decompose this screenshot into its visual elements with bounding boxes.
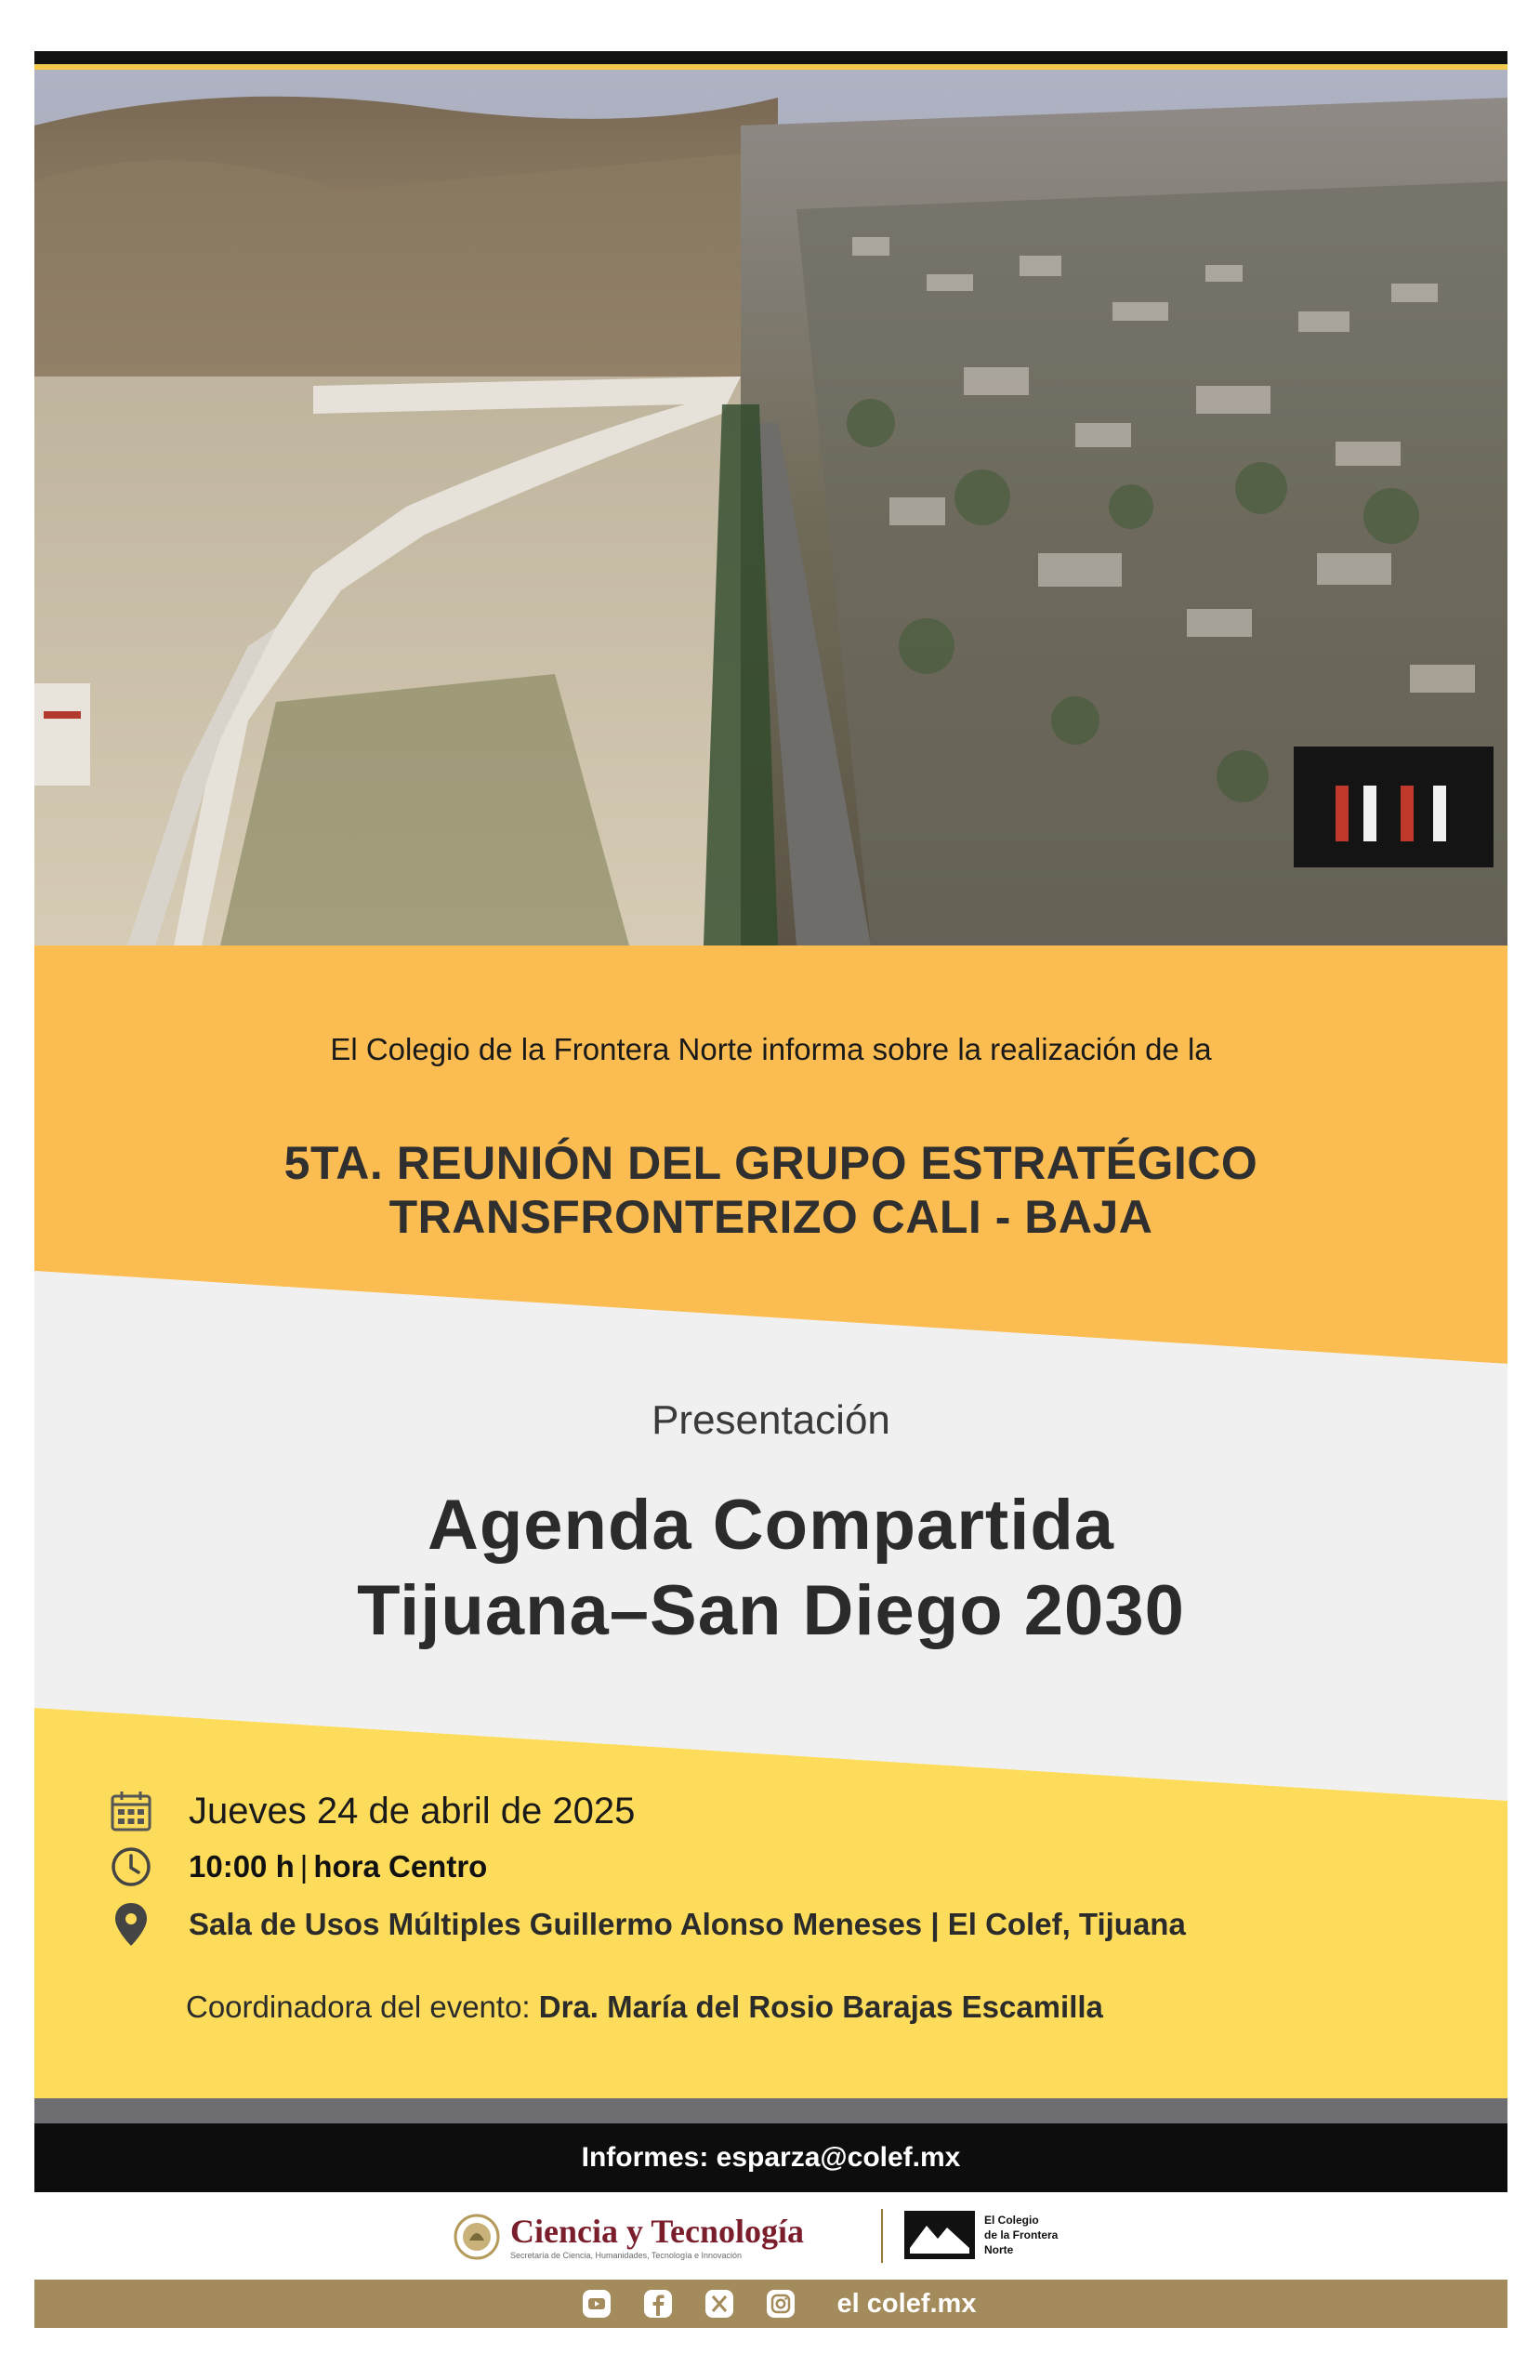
mexico-seal-icon: [453, 2213, 501, 2261]
facebook-icon[interactable]: [642, 2288, 674, 2320]
meeting-line-1: 5TA. REUNIÓN DEL GRUPO ESTRATÉGICO: [283, 1137, 1258, 1189]
calendar-icon: [107, 1787, 155, 1835]
place-row: [107, 1900, 1186, 1949]
x-icon[interactable]: [704, 2288, 735, 2320]
colef-mark-icon: [904, 2211, 975, 2259]
cyt-subtitle: Secretaría de Ciencia, Humanidades, Tecnología e Innovación: [510, 2251, 742, 2260]
social-icons: [566, 2288, 811, 2320]
title-line-2: Tijuana–San Diego 2030: [357, 1571, 1185, 1650]
time-separator: |: [299, 1849, 309, 1884]
youtube-icon[interactable]: [581, 2288, 612, 2320]
border-city-photo: [34, 70, 1507, 945]
colef-name-line-1: El Colegio: [984, 2214, 1039, 2227]
logo-divider: [881, 2209, 883, 2263]
coordinator-label: Coordinadora del evento:: [186, 1990, 531, 2024]
instagram-icon[interactable]: [765, 2288, 796, 2320]
clock-icon: [107, 1843, 155, 1891]
event-date: Jueves 24 de abril de 2025: [189, 1790, 636, 1831]
time-row: [107, 1843, 487, 1891]
meeting-line-2: TRANSFRONTERIZO CALI - BAJA: [388, 1191, 1153, 1243]
time-value: 10:00 h: [189, 1849, 295, 1884]
colef-logo: [904, 2211, 1058, 2259]
website-link[interactable]: el colef.mx: [836, 2288, 977, 2319]
colef-name-line-3: Norte: [984, 2243, 1014, 2256]
event-place: Sala de Usos Múltiples Guillermo Alonso Meneses | El Colef, Tijuana: [189, 1907, 1186, 1941]
contact-bar[interactable]: Informes: esparza@colef.mx: [34, 2123, 1507, 2192]
time-zone: hora Centro: [313, 1849, 488, 1884]
social-footer: [34, 2280, 1507, 2328]
event-title: [34, 1483, 1507, 1654]
meeting-heading: [34, 1136, 1507, 1244]
coordinator-name: Dra. María del Rosio Barajas Escamilla: [538, 1990, 1103, 2024]
intro-text: El Colegio de la Frontera Norte informa sobre la realización de la: [330, 1032, 1212, 1066]
top-black-bar: [34, 51, 1507, 64]
title-line-1: Agenda Compartida: [427, 1486, 1115, 1565]
coordinator-line: [186, 1990, 1103, 2025]
event-time: [189, 1849, 487, 1884]
cyt-title: Ciencia y Tecnología: [510, 2213, 805, 2250]
ciencia-tecnologia-logo: [453, 2213, 804, 2261]
colef-name: [984, 2213, 1058, 2257]
colef-name-line-2: de la Frontera: [984, 2228, 1059, 2241]
date-row: [107, 1787, 635, 1835]
grey-divider-bar: [34, 2098, 1507, 2123]
location-pin-icon: [107, 1900, 155, 1949]
presentation-label: Presentación: [652, 1397, 890, 1443]
